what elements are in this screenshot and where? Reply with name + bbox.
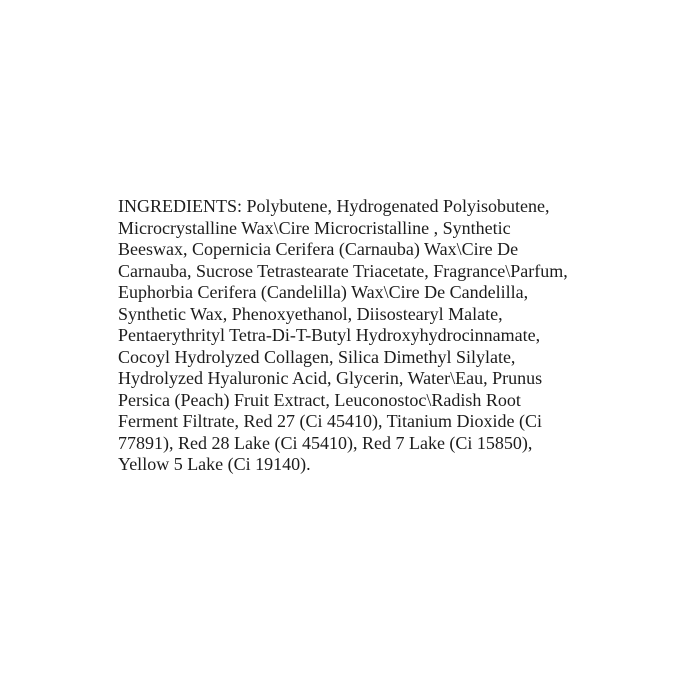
- ingredients-text-block: [118, 196, 593, 476]
- ingredients-line: Euphorbia Cerifera (Candelilla) Wax\Cire De Candelilla,: [118, 282, 529, 302]
- ingredients-line: Ferment Filtrate, Red 27 (Ci 45410), Titanium Dioxide (Ci: [118, 411, 542, 431]
- ingredients-line: Yellow 5 Lake (Ci 19140).: [118, 454, 311, 474]
- ingredients-line: Persica (Peach) Fruit Extract, Leuconostoc\Radish Root: [118, 389, 521, 410]
- ingredients-line: Cocoyl Hydrolyzed Collagen, Silica Dimethyl Silylate,: [118, 346, 516, 367]
- ingredients-line: Beeswax, Copernicia Cerifera (Carnauba) Wax\Cire De: [118, 239, 519, 259]
- ingredients-line: INGREDIENTS: Polybutene, Hydrogenated Polyisobutene,: [118, 196, 550, 216]
- ingredients-line: Hydrolyzed Hyaluronic Acid, Glycerin, Water\Eau, Prunus: [118, 368, 543, 388]
- ingredients-line: 77891), Red 28 Lake (Ci 45410), Red 7 Lake (Ci 15850),: [118, 432, 533, 453]
- ingredients-line: Microcrystalline Wax\Cire Microcristalline , Synthetic: [118, 217, 511, 238]
- ingredients-line: Pentaerythrityl Tetra-Di-T-Butyl Hydroxyhydrocinnamate,: [118, 325, 541, 345]
- ingredients-line: Carnauba, Sucrose Tetrastearate Triacetate, Fragrance\Parfum,: [118, 260, 568, 281]
- ingredients-line: Synthetic Wax, Phenoxyethanol, Diisostearyl Malate,: [118, 303, 503, 324]
